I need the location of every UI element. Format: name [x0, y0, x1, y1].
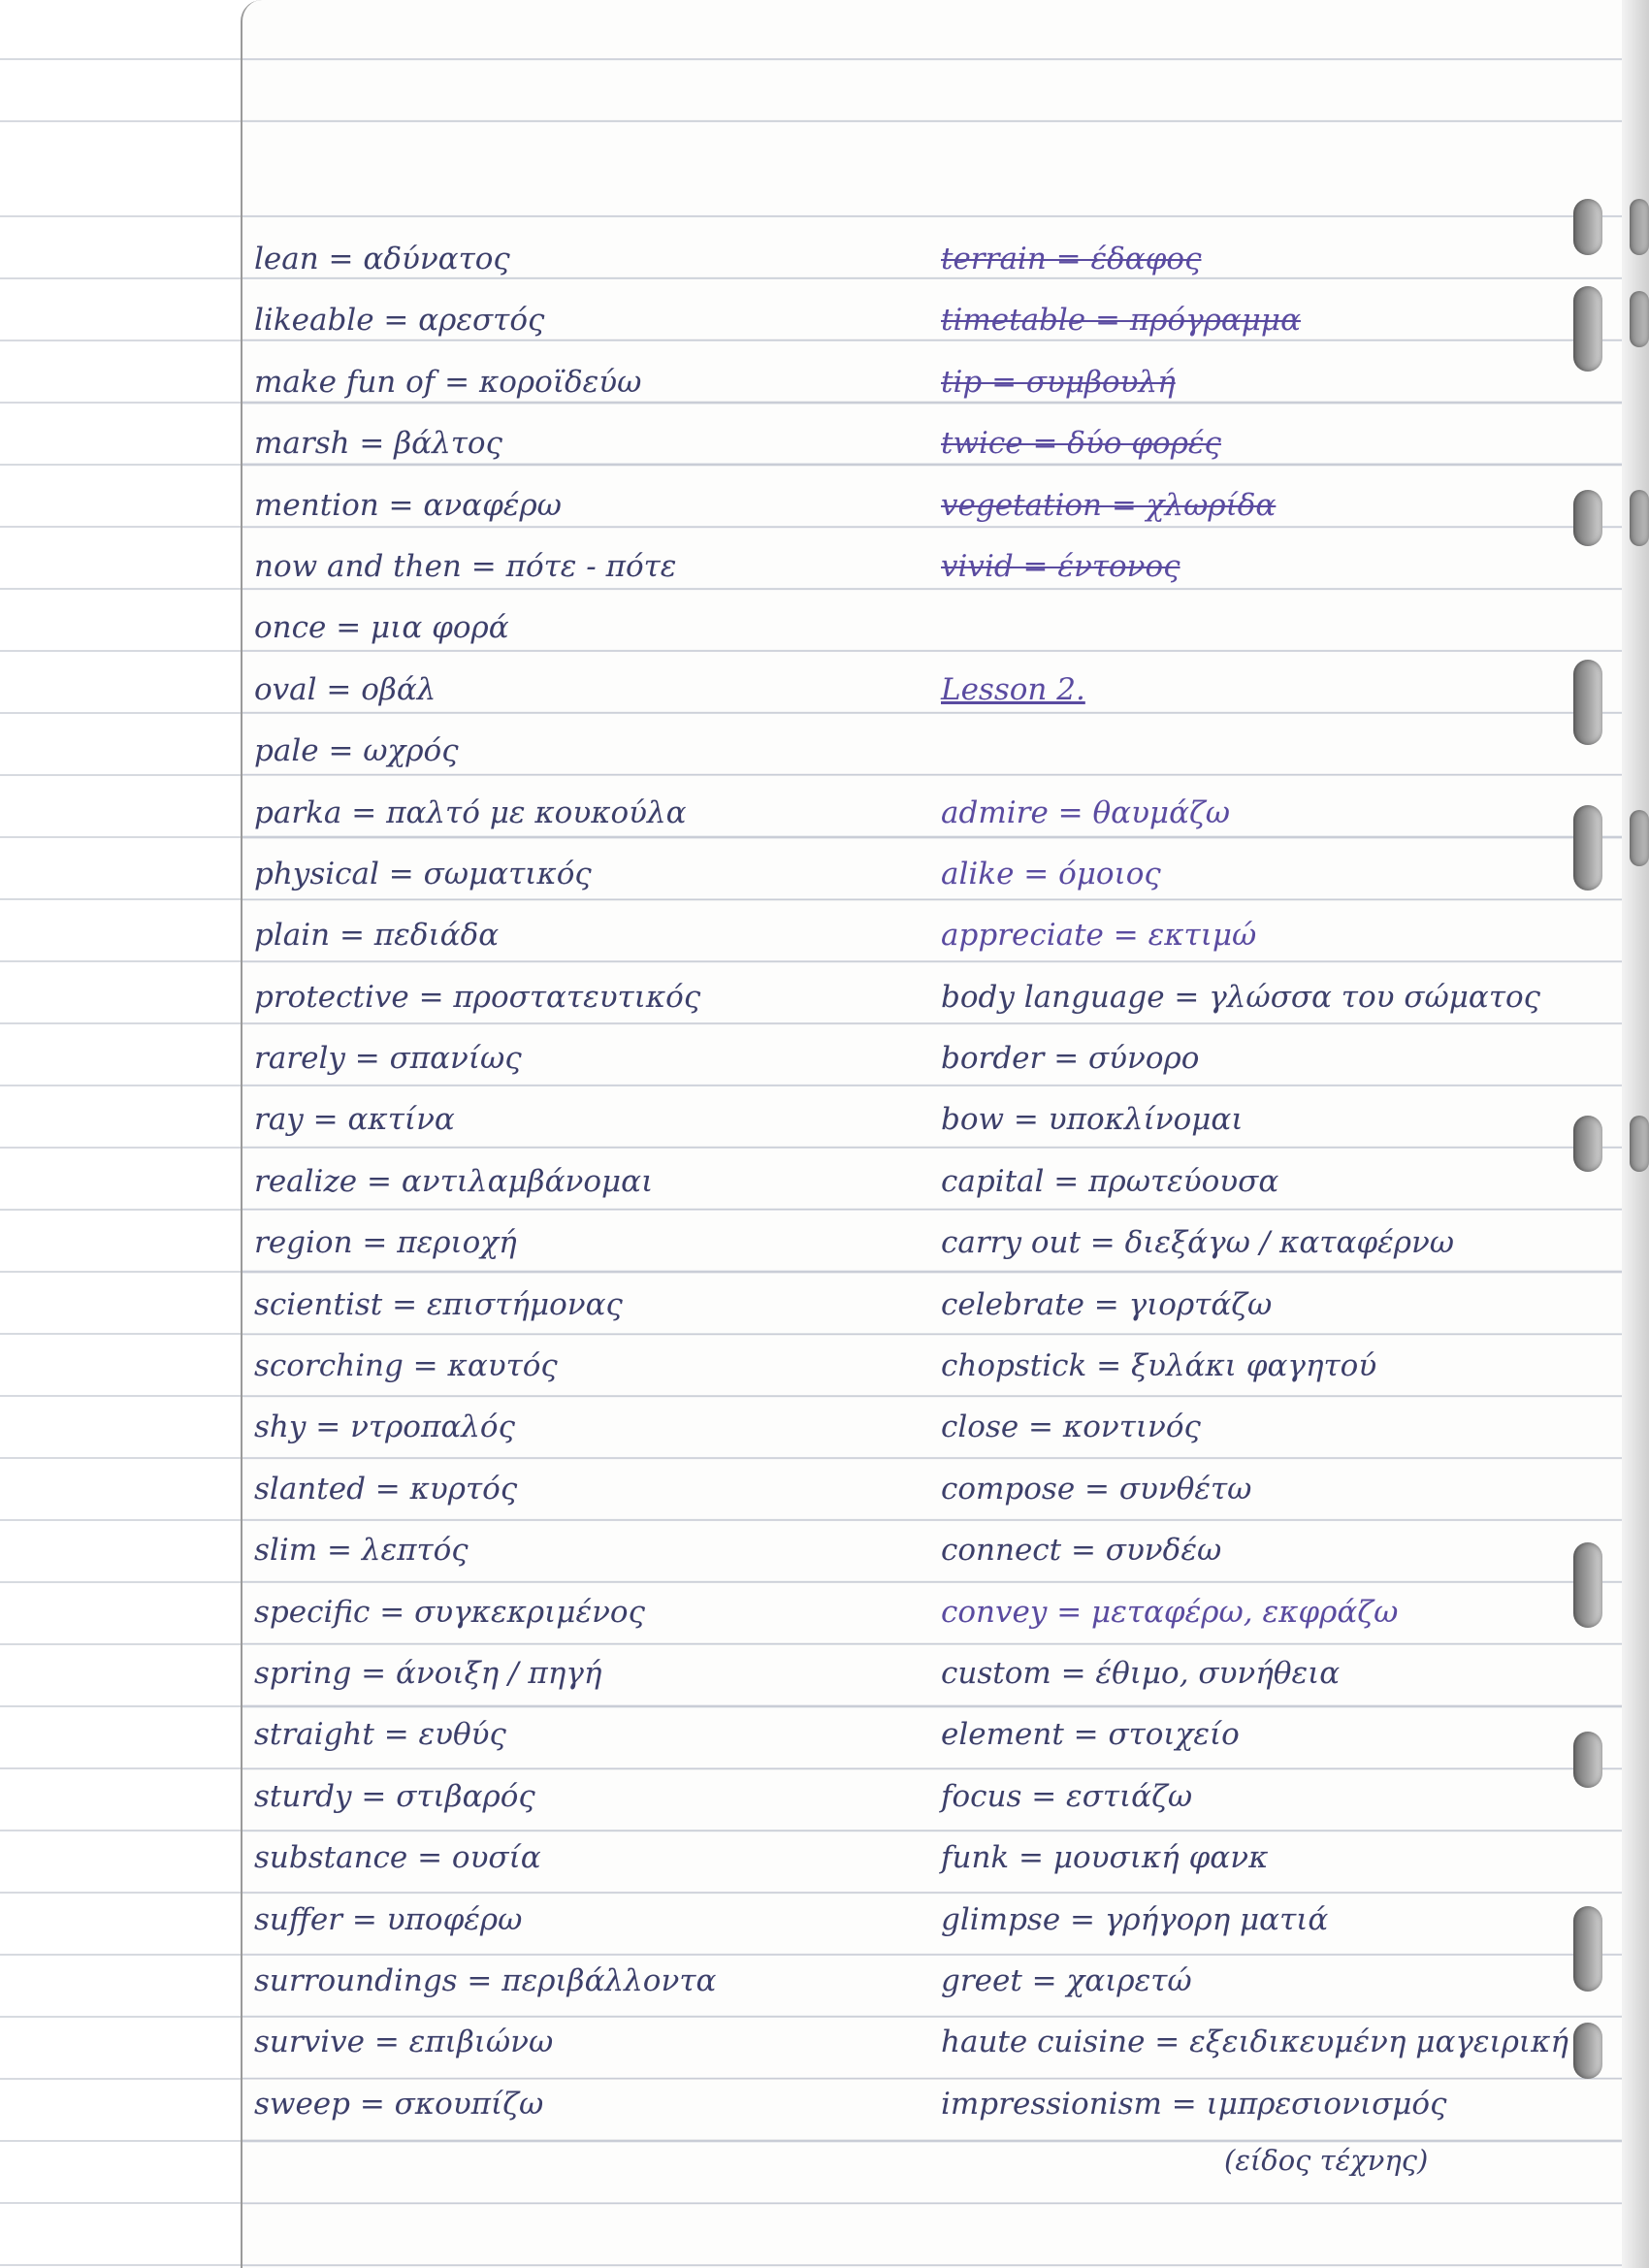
binder-hole-icon — [1630, 810, 1649, 866]
vocab-entry: sweep = σκουπίζω — [254, 2086, 544, 2122]
vocab-entry: close = κοντινός — [941, 1409, 1201, 1445]
footnote: (είδος τέχνης) — [1224, 2144, 1429, 2177]
vocab-entry: sturdy = στιβαρός — [254, 1778, 535, 1814]
vocab-entry: custom = έθιμο, συνήθεια — [941, 1655, 1341, 1691]
binder-hole-icon — [1630, 199, 1649, 255]
vocab-entry: mention = αναφέρω — [254, 487, 562, 523]
vocab-entry: parka = παλτό με κουκούλα — [254, 794, 687, 830]
vocab-entry: funk = μουσική φανκ — [941, 1840, 1269, 1876]
vocab-entry: appreciate = εκτιμώ — [941, 918, 1257, 954]
vocab-entry: body language = γλώσσα του σώματος — [941, 979, 1541, 1015]
vocab-entry: marsh = βάλτος — [254, 426, 502, 462]
vocab-entry: shy = ντροπαλός — [254, 1409, 515, 1445]
vocab-entry-crossed: timetable = πρόγραμμα — [941, 303, 1302, 339]
binder-hole-icon — [1630, 291, 1649, 347]
vocab-entry: bow = υποκλίνομαι — [941, 1102, 1244, 1138]
vocab-entry: surroundings = περιβάλλοντα — [254, 1962, 717, 1998]
vocab-entry: realize = αντιλαμβάνομαι — [254, 1163, 654, 1199]
vocab-entry: straight = ευθύς — [254, 1717, 506, 1753]
binder-hole-icon — [1630, 490, 1649, 546]
vocab-entry: haute cuisine = εξειδικευμένη μαγειρική — [941, 2025, 1568, 2060]
vocab-entry: alike = όμοιος — [941, 856, 1161, 891]
vocab-entry: protective = προστατευτικός — [254, 979, 701, 1015]
vocab-entry-crossed: twice = δύο φορές — [941, 426, 1221, 462]
vocab-entry: scientist = επιστήμονας — [254, 1286, 623, 1322]
vocab-entry: once = μια φορά — [254, 610, 509, 646]
vocab-entry: celebrate = γιορτάζω — [941, 1286, 1273, 1322]
vocab-entry: slanted = κυρτός — [254, 1471, 518, 1507]
vocab-entry: focus = εστιάζω — [941, 1778, 1193, 1814]
vocab-entry: impressionism = ιμπρεσιονισμός — [941, 2086, 1447, 2122]
vocab-entry: physical = σωματικός — [254, 856, 592, 891]
vocabulary-left-column — [254, 229, 933, 2135]
vocab-entry-crossed: tip = συμβουλή — [941, 364, 1176, 400]
vocab-entry-crossed: vivid = έντονος — [941, 548, 1180, 584]
vocab-entry: survive = επιβιώνω — [254, 2025, 554, 2060]
vocab-entry: capital = πρωτεύουσα — [941, 1163, 1279, 1199]
vocab-entry: pale = ωχρός — [254, 733, 459, 769]
vocab-entry: admire = θαυμάζω — [941, 794, 1231, 830]
vocab-entry-crossed: vegetation = χλωρίδα — [941, 487, 1277, 523]
vocab-entry: suffer = υποφέρω — [254, 1901, 523, 1937]
vocab-entry: lean = αδύνατος — [254, 242, 510, 276]
vocab-entry: scorching = καυτός — [254, 1348, 558, 1384]
vocab-entry: region = περιοχή — [254, 1225, 517, 1261]
binder-hole-icon — [1630, 1116, 1649, 1172]
vocab-entry-crossed: terrain = έδαφος — [941, 242, 1202, 276]
vocabulary-right-column — [941, 229, 1620, 2135]
vocab-entry: oval = οβάλ — [254, 671, 436, 707]
vocab-entry: greet = χαιρετώ — [941, 1962, 1192, 1998]
vocab-entry: specific = συγκεκριμένος — [254, 1594, 645, 1630]
vocab-entry: make fun of = κοροϊδεύω — [254, 364, 642, 400]
vocab-entry: element = στοιχείο — [941, 1717, 1240, 1753]
vocab-entry: chopstick = ξυλάκι φαγητού — [941, 1348, 1377, 1384]
blank-line — [941, 721, 1620, 782]
vocab-entry: border = σύνορο — [941, 1041, 1200, 1077]
vocab-entry: convey = μεταφέρω, εκφράζω — [941, 1594, 1399, 1630]
vocab-entry: rarely = σπανίως — [254, 1041, 522, 1077]
vocab-entry: now and then = πότε - πότε — [254, 548, 677, 584]
vocab-entry: compose = συνθέτω — [941, 1471, 1252, 1507]
vocab-entry: carry out = διεξάγω / καταφέρνω — [941, 1225, 1455, 1261]
margin-ruled-lines — [0, 0, 241, 2268]
blank-line — [941, 598, 1620, 659]
vocab-entry: substance = ουσία — [254, 1840, 541, 1876]
vocab-entry: likeable = αρεστός — [254, 303, 545, 339]
vocab-entry: ray = ακτίνα — [254, 1102, 455, 1138]
vocab-entry: slim = λεπτός — [254, 1533, 469, 1569]
lesson-heading: Lesson 2. — [941, 671, 1085, 707]
vocab-entry: connect = συνδέω — [941, 1533, 1222, 1569]
vocab-entry: glimpse = γρήγορη ματιά — [941, 1901, 1329, 1937]
vocab-entry: spring = άνοιξη / πηγή — [254, 1655, 602, 1691]
vocab-entry: plain = πεδιάδα — [254, 918, 500, 954]
